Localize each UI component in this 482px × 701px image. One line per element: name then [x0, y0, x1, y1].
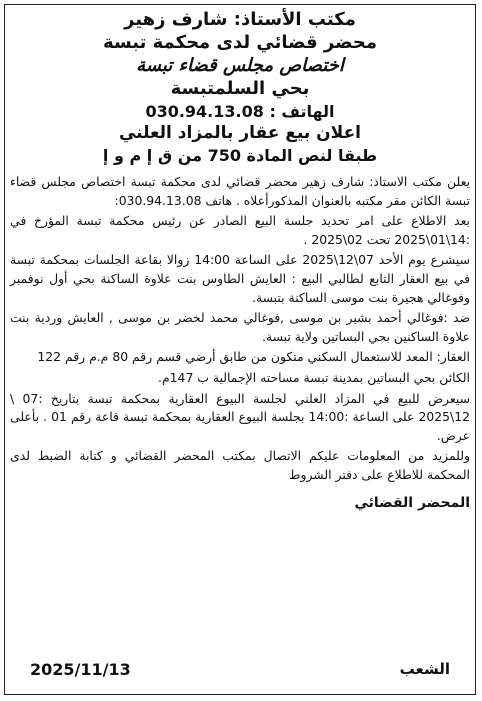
signature: المحضر القضائي	[354, 494, 470, 511]
publication-footer	[30, 660, 450, 679]
phone: الهاتف : 030.94.13.08	[145, 102, 335, 121]
legal-basis: طبقا لنص المادة 750 من ق إ م و إ	[102, 146, 378, 165]
notice-title: اعلان بيع عقار بالمزاد العلني	[118, 123, 362, 143]
district: بحي السلمتبسة	[170, 78, 310, 99]
paragraph-announcement: يعلن مكتب الاستاذ: شارف زهير محضر قضائي لدى محكمة تبسة اختصاص مجلس قضاء تبسة الكائن مقر مكتبه بالعنوان المذكورأعلاه . هاتف 030.94.13.08:	[10, 174, 470, 208]
paragraph-auction: سيعرض للبيع في المزاد العلني لجلسة البيوع العقارية بمحكمة تبسة بتاريخ :07 \ 12\2025 على الساعة :14:00 بجلسة البيوع العقارية بمحكمة تبسة قاعة رقم 01 . بأعلى عرض.	[10, 390, 471, 443]
legal-notice	[10, 8, 470, 513]
paragraph-order: بعد الاطلاع على امر تحديد جلسة البيع الصادر عن رئيس محكمة تبسة المؤرخ في :14\01\2025 تحت 02\2025 .	[10, 213, 470, 247]
paragraph-contact: وللمزيد من المعلومات عليكم الاتصال بمكتب المحضر القضائي و كتابة الضبط لدى المحكمة للاطلاع على دفتر الشروط	[10, 448, 470, 482]
paragraph-sale-session: سيشرع يوم الأحد 07\12\2025 على الساعة 14:00 زوالا بقاعة الجلسات بمحكمة تبسة في بيع العقار التابع لطالبي البيع : العايش الطاوس بنت علاوة الساكنة بحي أول نوفمبر وفوغالي هجيرة بنت موسى الساكنة بتبسة.	[10, 252, 470, 305]
office-name: مكتب الأستاذ: شارف زهير	[124, 9, 356, 30]
publication-date: 2025/11/13	[30, 660, 131, 679]
paragraph-property: العقار: المعد للاستعمال السكني متكون من طابق أرضي قسم رقم 80 م.م رقم 122	[37, 349, 470, 365]
bailiff-title: محضر قضائي لدى محكمة تبسة	[103, 32, 377, 53]
publication-name: الشعب	[399, 660, 450, 678]
jurisdiction: اختصاص مجلس قضاء تبسة	[136, 55, 344, 76]
paragraph-location: الكائن بحي البساتين بمدينة تبسة مساحته الإجمالية ب 147م.	[158, 369, 470, 385]
paragraph-defendants: ضد :فوغالي أحمد بشير بن موسى ,فوغالي محمد لخضر بن موسى , العايش وردية بنت علاوة الساكنين بحي البساتين ولاية تبسة.	[10, 310, 470, 344]
